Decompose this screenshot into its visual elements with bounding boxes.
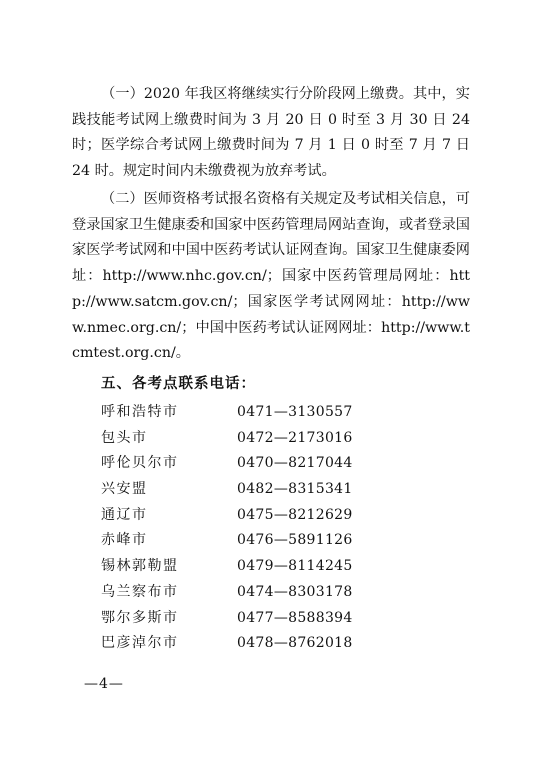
contact-row [101, 451, 401, 477]
contact-city: 包头市 [101, 429, 148, 446]
paragraph-text: （一）2020 年我区将继续实行分阶段网上缴费。其中，实践技能考试网上缴费时间为 3 月 20 日 0 时至 3 月 30 日 24 时；医学综合考试网上缴费时间为 7 月 1 日 0 时至 7 月 7 日 24 时。规定时间内未缴费视为放弃考试。 [72, 86, 470, 180]
contact-list [101, 400, 401, 657]
contact-city: 赤峰市 [101, 532, 148, 549]
contact-city: 呼伦贝尔市 [101, 455, 179, 472]
contact-city: 兴安盟 [101, 481, 148, 498]
contact-city: 锡林郭勒盟 [101, 558, 179, 575]
contact-phone: 0475—8212629 [237, 506, 353, 523]
contact-row [101, 554, 401, 580]
contact-row [101, 503, 401, 529]
paragraph-text: （二）医师资格考试报名资格有关规定及考试相关信息，可登录国家卫生健康委和国家中医药管理局网站查询，或者登录国家医学考试网和中国中医药考试认证网查询。国家卫生健康委网址：http://www.nhc.gov.cn/；国家中医药管理局网址：http://www.satcm.gov.cn/；国家医学考试网网址：http://www.nmec.org.cn/；中国中医药考试认证网网址：http://www.tcmtest.org.cn/。 [72, 191, 470, 362]
contact-row [101, 580, 401, 606]
contact-phone: 0474—8303178 [237, 583, 353, 600]
contact-row [101, 426, 401, 452]
page-number: —4— [84, 676, 124, 692]
contact-phone: 0482—8315341 [237, 481, 353, 498]
contact-phone: 0479—8114245 [237, 558, 353, 575]
contact-phone: 0470—8217044 [237, 455, 353, 472]
contact-phone: 0472—2173016 [237, 429, 353, 446]
contact-row [101, 400, 401, 426]
contact-row [101, 477, 401, 503]
contact-row [101, 528, 401, 554]
contact-phone: 0477—8588394 [237, 609, 353, 626]
contact-city: 鄂尔多斯市 [101, 609, 179, 626]
contact-row [101, 606, 401, 632]
contact-city: 巴彦淖尔市 [101, 635, 179, 652]
contact-phone: 0476—5891126 [237, 532, 353, 549]
contact-row [101, 631, 401, 657]
contact-phone: 0478—8762018 [237, 635, 353, 652]
contact-city: 乌兰察布市 [101, 583, 179, 600]
contact-phone: 0471—3130557 [237, 404, 353, 420]
contact-city: 通辽市 [101, 506, 148, 523]
paragraph-exam-info [72, 187, 470, 367]
section-heading-contacts: 五、各考点联系电话： [101, 375, 256, 392]
contact-city: 呼和浩特市 [101, 404, 179, 420]
paragraph-payment-schedule [72, 82, 470, 185]
